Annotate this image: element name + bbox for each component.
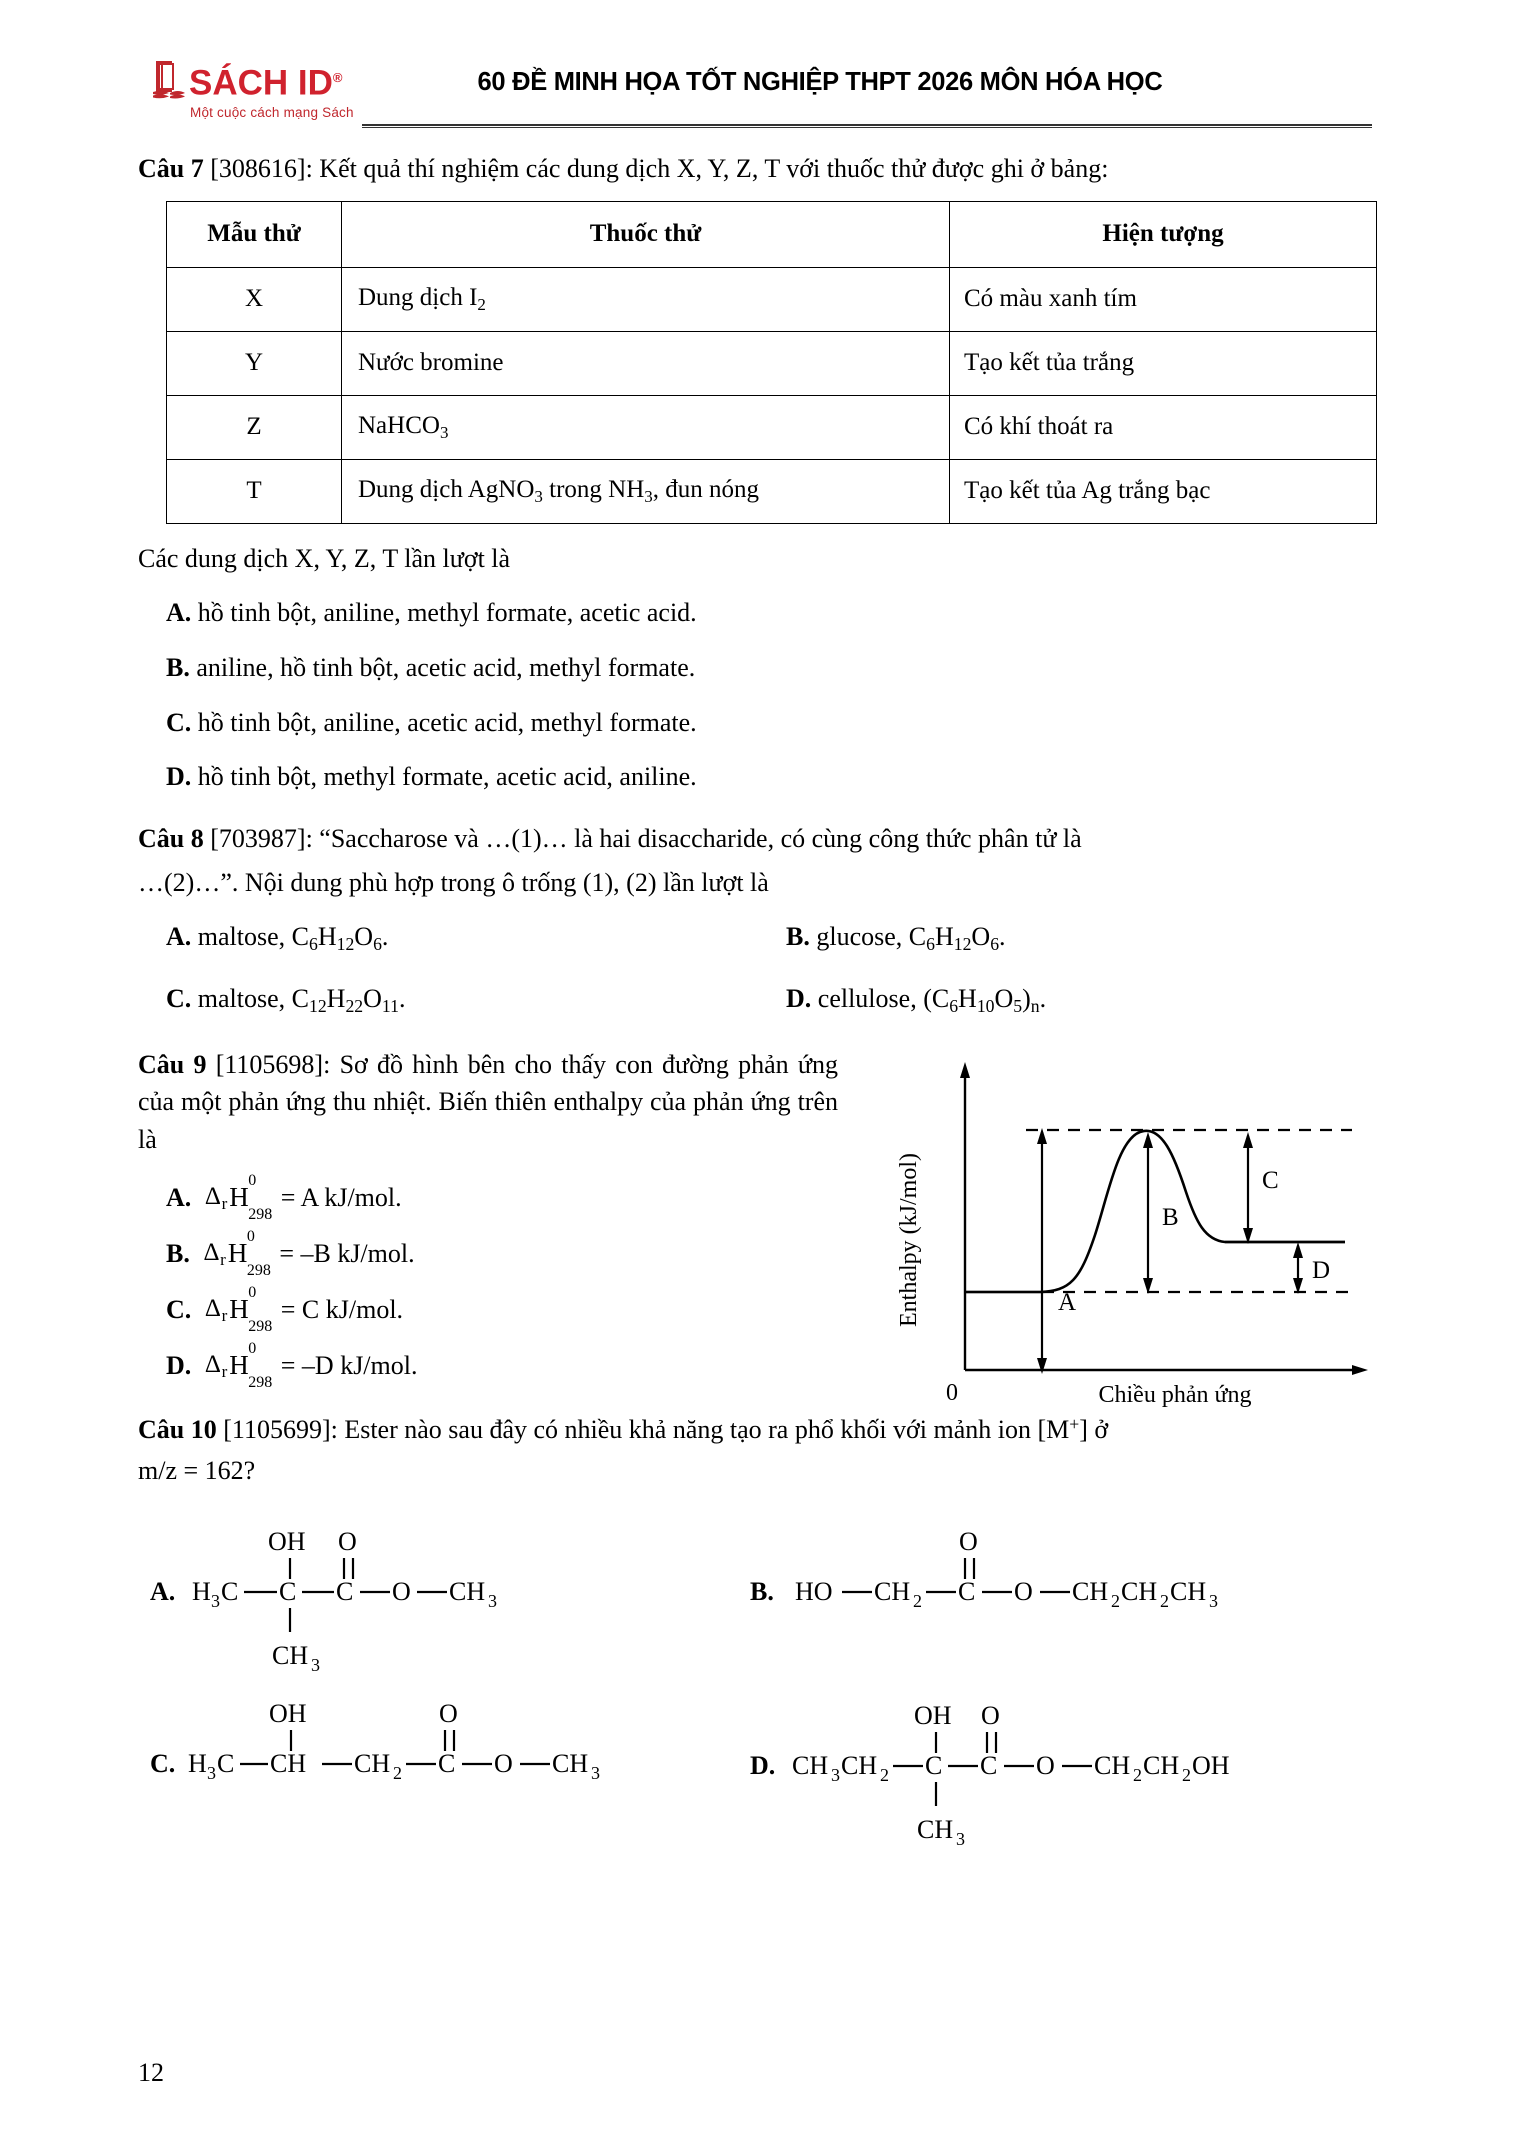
column-header-reagent: Thuốc thử (342, 201, 950, 267)
delta-symbol: ∆ (203, 1239, 220, 1267)
atom-ch3-terminal: CH (552, 1748, 589, 1778)
option-key-c: C. (150, 1748, 176, 1778)
cell-phenomenon: Có khí thoát ra (950, 395, 1377, 459)
atom-o-double: O (959, 1526, 978, 1556)
header-divider (362, 124, 1372, 128)
formula-el-2: H (317, 921, 337, 951)
option-tail-sub: n (1030, 995, 1040, 1016)
option-key: D. (786, 983, 812, 1013)
annotation-label-b: B (1162, 1203, 1179, 1231)
option-tail: . (999, 921, 1006, 951)
enthalpy-symbol (205, 1284, 404, 1335)
option-key: D. (166, 762, 192, 792)
cell-reagent (342, 267, 950, 331)
h-subscript: 298 (246, 1261, 271, 1279)
cell-reagent (342, 459, 950, 523)
atom-c2: C (279, 1576, 297, 1606)
cell-reagent-text: Dung dịch I (358, 284, 478, 312)
atom-ch3-sub: 3 (831, 1764, 840, 1785)
formula-el-2: H (934, 921, 954, 951)
atom-ch2-sub: 2 (913, 1590, 922, 1611)
delta-symbol: ∆ (205, 1351, 221, 1379)
atom-o-ester: O (1036, 1750, 1055, 1780)
question-7-code: [308616]: (210, 154, 313, 183)
enthalpy-symbol (203, 1228, 415, 1279)
formula-el-3: O (971, 921, 991, 951)
formula-el-3: O (354, 921, 374, 951)
table-row (167, 395, 1377, 459)
h-subscript: 298 (248, 1317, 273, 1335)
cell-sample: T (167, 459, 342, 523)
substituent-ch3: CH (917, 1814, 954, 1844)
atom-ch2-sub: 2 (880, 1764, 889, 1785)
experiment-results-table (166, 201, 1377, 524)
enthalpy-h (229, 1284, 273, 1335)
formula-sub-3: 6 (373, 933, 382, 954)
option-text: hồ tinh bột, aniline, acetic acid, methyl formate. (197, 707, 697, 737)
option-key: B. (786, 921, 810, 951)
y-axis-label: Enthalpy (kJ/mol) (896, 1152, 922, 1327)
question-10-text: Ester nào sau đây có nhiều khả năng tạo ra phổ khối với mảnh ion [M (344, 1414, 1070, 1444)
delta-subscript-r: r (221, 1194, 228, 1214)
h-superscript: 0 (248, 1284, 257, 1301)
table-row (167, 459, 1377, 523)
cell-phenomenon: Tạo kết tủa trắng (950, 331, 1377, 395)
delta-subscript-r: r (221, 1306, 228, 1326)
atom-ch2: CH (841, 1750, 878, 1780)
delta-symbol: ∆ (205, 1295, 221, 1323)
question-10-option-b[interactable] (750, 1524, 1270, 1655)
delta-symbol: ∆ (205, 1183, 221, 1211)
question-8-code: [703987]: (210, 824, 313, 854)
h-letter: H (227, 1238, 248, 1268)
cell-sample: X (167, 267, 342, 331)
arrow-a-head-bottom (1037, 1358, 1047, 1374)
atom-ch3-terminal-sub: 3 (591, 1762, 600, 1783)
cell-reagent-subscript2: 3 (644, 487, 653, 507)
question-9-option-a[interactable] (166, 1172, 838, 1223)
atom-oh-terminal: OH (1192, 1750, 1230, 1780)
atom-h3c-sub: 3 (211, 1590, 220, 1611)
atom-o-ester: O (1014, 1576, 1033, 1606)
atom-propyl-sub1: 2 (1111, 1590, 1120, 1611)
formula-sub-1: 6 (926, 933, 935, 954)
atom-propyl2: CH (1121, 1576, 1158, 1606)
delta-subscript-r: r (221, 1362, 228, 1382)
enthalpy-diagram (890, 1040, 1390, 1430)
question-7-option-a[interactable] (166, 594, 1390, 632)
option-text: cellulose, (C (817, 983, 950, 1013)
option-key-d: D. (750, 1750, 776, 1780)
question-10-label: Câu 10 (138, 1414, 217, 1444)
annotation-label-c: C (1262, 1166, 1279, 1194)
question-7-text: Kết quả thí nghiệm các dung dịch X, Y, Z, T với thuốc thử được ghi ở bảng: (319, 154, 1109, 183)
atom-ch: CH (270, 1748, 307, 1778)
substituent-ch3: CH (272, 1640, 309, 1670)
question-8-option-b[interactable] (786, 918, 1006, 958)
question-9-text: Sơ đồ hình bên cho thấy con đường phản ứng của một phản ứng thu nhiệt. Biến thiên enthalpy của phản ứng trên là (138, 1049, 839, 1154)
question-10-prompt-line2: m/z = 162? (138, 1456, 256, 1486)
annotation-label-a: A (1058, 1288, 1077, 1316)
option-key: A. (166, 921, 192, 951)
question-9-option-b[interactable] (166, 1228, 838, 1279)
option-key-a: A. (150, 1576, 176, 1606)
atom-ch2: CH (354, 1748, 391, 1778)
h-letter: H (229, 1294, 249, 1324)
cell-sample: Z (167, 395, 342, 459)
substituent-ch3-sub: 3 (956, 1828, 965, 1848)
atom-o-double: O (981, 1700, 1000, 1730)
table-row (167, 267, 1377, 331)
option-tail: . (381, 921, 389, 951)
atom-h3c: H (188, 1748, 207, 1778)
atom-c3: C (336, 1576, 354, 1606)
cell-reagent-text: Dung dịch AgNO (358, 476, 535, 504)
h-superscript: 0 (248, 1340, 257, 1357)
option-key: C. (166, 1294, 192, 1324)
option-text: maltose, C (197, 983, 309, 1013)
atom-propyl: CH (1072, 1576, 1109, 1606)
page-number: 12 (138, 2058, 164, 2087)
atom-c-carbonyl: C (438, 1748, 456, 1778)
question-8-option-d[interactable] (786, 980, 1046, 1020)
atom-c1: C (217, 1748, 235, 1778)
question-10-text-b: ] ở (1079, 1414, 1109, 1444)
option-text: hồ tinh bột, methyl formate, acetic acid, aniline. (197, 762, 697, 792)
atom-ch2a-sub: 2 (1133, 1764, 1142, 1785)
atom-ch2-sub: 2 (393, 1762, 402, 1783)
formula-el-2: H (958, 983, 977, 1013)
substituent-oh: OH (269, 1698, 307, 1728)
atom-propyl-sub3: 3 (1209, 1590, 1218, 1611)
option-key: A. (166, 598, 192, 628)
question-9-option-d[interactable] (166, 1340, 838, 1391)
question-9-block (138, 1046, 1390, 1408)
formula-sub-1: 12 (309, 995, 327, 1016)
question-8-label: Câu 8 (138, 824, 204, 854)
cell-reagent-text: NaHCO (358, 412, 440, 440)
enthalpy-symbol (205, 1340, 418, 1391)
cell-phenomenon: Có màu xanh tím (950, 267, 1377, 331)
annotation-label-d: D (1312, 1256, 1331, 1284)
formula-sub-2: 10 (976, 995, 995, 1016)
formula-sub-3: 6 (990, 933, 1000, 954)
question-10-option-c[interactable] (150, 1696, 670, 1827)
cell-reagent (342, 395, 950, 459)
question-8-text-line1: “Saccharose và …(1)… là hai disaccharide, có cùng công thức phân tử là (319, 824, 1082, 854)
h-superscript: 0 (248, 1172, 257, 1189)
formula-sub-2: 22 (345, 995, 364, 1016)
arrow-b-head-top (1143, 1132, 1153, 1148)
cell-reagent-subscript: 3 (439, 423, 449, 443)
enthalpy-symbol (205, 1172, 402, 1223)
cell-reagent-subscript: 2 (477, 295, 486, 315)
arrow-c-head-top (1243, 1132, 1253, 1148)
formula-sub-1: 6 (309, 933, 318, 954)
atom-c-carbonyl: C (958, 1576, 976, 1606)
option-text: hồ tinh bột, aniline, methyl formate, acetic acid. (197, 598, 697, 628)
atom-ch2: CH (874, 1576, 911, 1606)
structure-options-area (138, 1516, 1390, 1846)
atom-propyl-sub2: 2 (1160, 1590, 1169, 1611)
formula-sub-3: 11 (381, 995, 399, 1016)
question-9-code: [1105698]: (215, 1049, 331, 1079)
page-content (138, 150, 1390, 1846)
x-axis-arrow (1352, 1365, 1368, 1375)
substituent-ch3-sub: 3 (311, 1654, 320, 1674)
h-subscript: 298 (248, 1373, 273, 1391)
option-value: = –D kJ/mol. (280, 1350, 418, 1380)
option-tail-2: . (1039, 983, 1047, 1013)
enthalpy-h (229, 1340, 273, 1391)
atom-c-carbonyl: C (980, 1750, 998, 1780)
atom-ch2b-sub: 2 (1182, 1764, 1191, 1785)
h-subscript: 298 (248, 1205, 273, 1223)
page-header (0, 0, 1520, 120)
atom-ch3: CH (792, 1750, 829, 1780)
option-text: glucose, C (816, 921, 927, 951)
atom-ho: HO (795, 1576, 833, 1606)
atom-ch3-terminal: CH (449, 1576, 486, 1606)
question-7-option-b[interactable] (166, 649, 1390, 687)
option-value: = C kJ/mol. (280, 1294, 404, 1324)
option-key: B. (166, 1238, 190, 1268)
cell-reagent-subscript: 3 (534, 487, 543, 507)
page-title: 60 ĐỀ MINH HỌA TỐT NGHIỆP THPT 2026 MÔN HÓA HỌC (477, 68, 1163, 96)
atom-ch2a: CH (1094, 1750, 1131, 1780)
question-8-option-a[interactable] (166, 918, 388, 958)
substituent-oh: OH (268, 1526, 306, 1556)
option-value: = –B kJ/mol. (279, 1238, 415, 1268)
cell-reagent-text3: , đun nóng (652, 476, 760, 504)
option-tail: . (398, 983, 406, 1013)
formula-el-3: O (363, 983, 382, 1013)
registered-mark-icon: ® (332, 70, 343, 85)
question-8-prompt (138, 820, 1390, 858)
x-axis-label: Chiều phản ứng (1098, 1381, 1252, 1408)
option-text: aniline, hồ tinh bột, acetic acid, methyl formate. (196, 653, 696, 683)
formula-sub-1: 6 (949, 995, 959, 1016)
option-key: D. (166, 1350, 192, 1380)
enthalpy-h (229, 1172, 273, 1223)
h-letter: H (229, 1182, 249, 1212)
substituent-oh: OH (914, 1700, 952, 1730)
logo-text-label: SÁCH ID (189, 63, 333, 103)
arrow-d-head-top (1293, 1242, 1303, 1258)
question-9-option-c[interactable] (166, 1284, 838, 1335)
formula-sub-2: 12 (953, 933, 972, 954)
atom-o-ester: O (494, 1748, 513, 1778)
atom-c1: C (221, 1576, 239, 1606)
column-header-phenomenon: Hiện tượng (950, 201, 1377, 267)
formula-sub-3: 5 (1013, 995, 1023, 1016)
arrow-a-head-top (1037, 1128, 1047, 1144)
question-7-option-d[interactable] (166, 758, 1390, 796)
option-key: A. (166, 1182, 192, 1212)
atom-h3c: H (192, 1576, 211, 1606)
question-10-code: [1105699]: (223, 1414, 338, 1444)
atom-ch2b: CH (1143, 1750, 1180, 1780)
option-text: maltose, C (197, 921, 309, 951)
option-key: C. (166, 707, 192, 737)
option-tail: ) (1022, 983, 1031, 1013)
cell-phenomenon: Tạo kết tủa Ag trắng bạc (950, 459, 1377, 523)
column-header-sample: Mẫu thử (167, 201, 342, 267)
atom-h3c-sub: 3 (207, 1762, 216, 1783)
y-axis-arrow (960, 1062, 970, 1078)
question-8-prompt-line2: …(2)…”. Nội dung phù hợp trong ô trống (1), (2) lần lượt là (138, 867, 769, 897)
question-7-label: Câu 7 (138, 154, 204, 183)
delta-subscript-r: r (220, 1250, 226, 1270)
option-key-b: B. (750, 1576, 774, 1606)
question-8-option-c[interactable] (166, 980, 405, 1020)
cell-reagent: Nước bromine (342, 331, 950, 395)
question-7-prompt (138, 150, 1390, 188)
atom-o-double: O (338, 1526, 357, 1556)
cell-reagent-text2: trong NH (542, 476, 645, 504)
question-9-prompt (138, 1046, 838, 1159)
formula-el-2: H (326, 983, 346, 1013)
enthalpy-h (227, 1228, 271, 1279)
question-7-subprompt: Các dung dịch X, Y, Z, T lần lượt là (138, 543, 511, 573)
atom-c-central: C (925, 1750, 943, 1780)
logo-tagline: Một cuộc cách mạng Sách (190, 105, 354, 120)
atom-o-double: O (439, 1698, 458, 1728)
formula-el-3: O (994, 983, 1014, 1013)
cell-sample: Y (167, 331, 342, 395)
option-value: = A kJ/mol. (280, 1182, 402, 1212)
formula-sub-2: 12 (336, 933, 355, 954)
question-10-option-a[interactable] (150, 1524, 580, 1685)
reaction-path-curve (965, 1130, 1345, 1291)
h-letter: H (229, 1350, 249, 1380)
question-9-label: Câu 9 (138, 1049, 207, 1079)
table-row (167, 331, 1377, 395)
atom-o-ester: O (392, 1576, 411, 1606)
question-10-option-d[interactable] (750, 1688, 1310, 1859)
origin-label: 0 (946, 1379, 958, 1406)
atom-ch3-terminal-sub: 3 (488, 1590, 497, 1611)
option-key: B. (166, 653, 190, 683)
question-9-left-column (138, 1046, 839, 1391)
question-7-option-c[interactable] (166, 704, 1390, 742)
h-superscript: 0 (246, 1228, 255, 1245)
table-header-row (167, 201, 1377, 267)
ion-superscript: + (1069, 1413, 1080, 1434)
option-key: C. (166, 983, 192, 1013)
atom-propyl3: CH (1170, 1576, 1207, 1606)
